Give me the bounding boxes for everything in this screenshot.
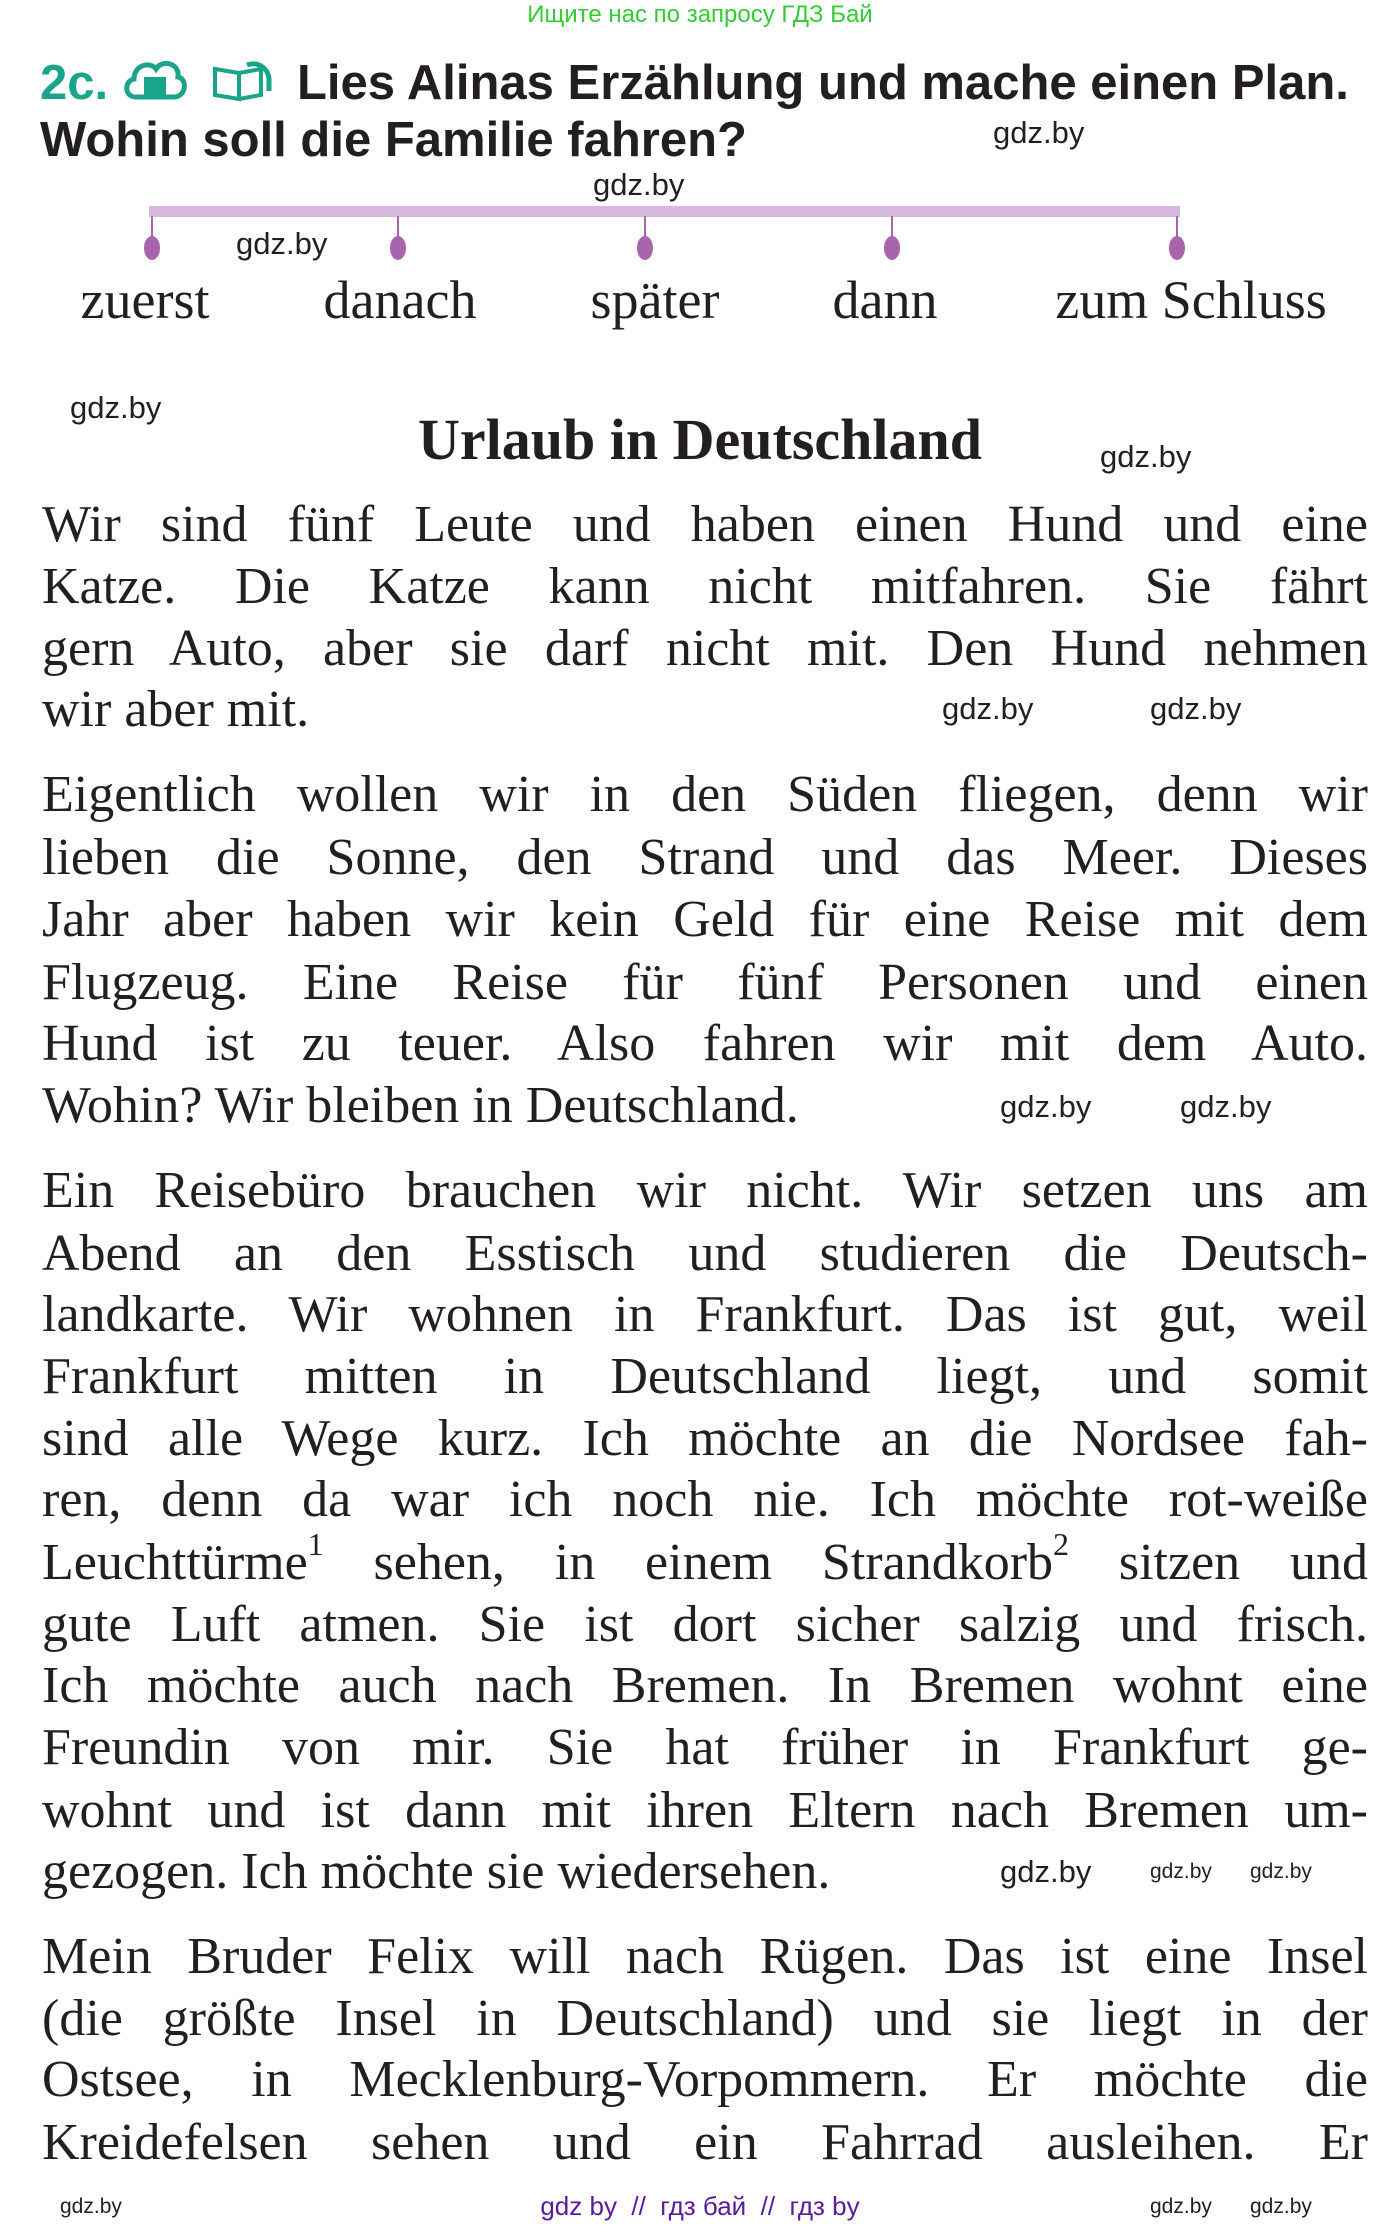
text-line: lieben die Sonne, den Strand und das Meer. Dieses (42, 829, 1368, 886)
text-line: sind alle Wege kurz. Ich möchte an die Nordsee fah- (42, 1410, 1368, 1467)
watermark: gdz.by (1250, 2195, 1312, 2218)
text-segment: sitzen und (1069, 1534, 1368, 1591)
timeline-dot (390, 236, 406, 260)
timeline-word: dann (832, 270, 938, 330)
text-line: Hund ist zu teuer. Also fahren wir mit dem Auto. (42, 1015, 1368, 1072)
task-title-line-1 (40, 55, 1349, 115)
watermark: gdz.by (1000, 1854, 1092, 1889)
watermark: gdz.by (1000, 1089, 1092, 1124)
watermark: gdz.by (1250, 1860, 1312, 1883)
timeline-dot (144, 236, 160, 260)
timeline-bar (149, 206, 1180, 217)
footer-links: gdz by // гдз бай // гдз by (540, 2191, 860, 2221)
watermark: gdz.by (942, 691, 1034, 726)
text-line: gern Auto, aber sie darf nicht mit. Den Hund nehmen (42, 620, 1368, 677)
text-line: Wohin? Wir bleiben in Deutschland. (42, 1077, 799, 1134)
timeline-dot (1169, 236, 1185, 260)
text-line: Wir sind fünf Leute und haben einen Hund und eine (42, 496, 1368, 553)
footnote-marker: 1 (307, 1526, 324, 1562)
text-line: Ich möchte auch nach Bremen. In Bremen wohnt eine (42, 1657, 1368, 1714)
text-line: Eigentlich wollen wir in den Süden fliegen, denn wir (42, 766, 1368, 823)
text-line: (die größte Insel in Deutschland) und sie liegt in der (42, 1990, 1368, 2047)
watermark: gdz.by (236, 226, 328, 261)
timeline-word: zum Schluss (1055, 270, 1327, 330)
watermark: gdz.by (70, 390, 162, 425)
text-line: Mein Bruder Felix will nach Rügen. Das ist eine Insel (42, 1928, 1368, 1985)
text-line (42, 1526, 1368, 1594)
watermark: gdz.by (993, 115, 1085, 150)
text-line: ren, denn da war ich noch nie. Ich möchte rot-weiße (42, 1471, 1368, 1528)
task-number: 2c. (40, 56, 109, 110)
text-segment: Leuchttürme (42, 1534, 308, 1591)
watermark: gdz.by (1180, 1089, 1272, 1124)
task-title-line-2: Wohin soll die Familie fahren? (40, 113, 747, 167)
watermark: gdz.by (1150, 1860, 1212, 1883)
text-segment: sehen, in einem Strandkorb (323, 1534, 1054, 1591)
text-line: Frankfurt mitten in Deutschland liegt, und somit (42, 1348, 1368, 1405)
timeline-word: danach (323, 270, 477, 330)
text-line: Freundin von mir. Sie hat früher in Frankfurt ge- (42, 1719, 1368, 1776)
footnote-marker: 2 (1053, 1526, 1070, 1562)
text-line: Kreidefelsen sehen und ein Fahrrad ausleihen. Er (42, 2114, 1368, 2171)
timeline-word: später (590, 270, 720, 330)
text-line: landkarte. Wir wohnen in Frankfurt. Das ist gut, weil (42, 1286, 1368, 1343)
text-line: gute Luft atmen. Sie ist dort sicher salzig und frisch. (42, 1596, 1368, 1653)
cloud-folder-icon (122, 57, 188, 115)
text-line: gezogen. Ich möchte sie wiedersehen. (42, 1843, 831, 1900)
text-line: Ostsee, in Mecklenburg-Vorpommern. Er möchte die (42, 2051, 1368, 2108)
text-line: Jahr aber haben wir kein Geld für eine Reise mit dem (42, 891, 1368, 948)
watermark: gdz.by (1100, 439, 1192, 474)
task-title-text: Lies Alinas Erzählung und mache einen Plan. (297, 56, 1349, 110)
timeline-dot (884, 236, 900, 260)
text-line: wir aber mit. (42, 681, 310, 738)
text-line: Ein Reisebüro brauchen wir nicht. Wir setzen uns am (42, 1162, 1368, 1219)
timeline-word: zuerst (80, 270, 210, 330)
book-audio-icon (211, 55, 273, 115)
watermark: gdz.by (60, 2195, 122, 2218)
text-line: wohnt und ist dann mit ihren Eltern nach Bremen um- (42, 1782, 1368, 1839)
watermark: gdz.by (1150, 2195, 1212, 2218)
text-line: Abend an den Esstisch und studieren die Deutsch- (42, 1225, 1368, 1282)
timeline-dot (637, 236, 653, 260)
story-heading: Urlaub in Deutschland (417, 407, 983, 472)
watermark: gdz.by (593, 167, 685, 202)
watermark: gdz.by (1150, 691, 1242, 726)
text-line: Katze. Die Katze kann nicht mitfahren. Sie fährt (42, 558, 1368, 615)
text-line: Flugzeug. Eine Reise für fünf Personen und einen (42, 954, 1368, 1011)
top-note: Ищите нас по запросу ГДЗ Бай (527, 1, 873, 28)
